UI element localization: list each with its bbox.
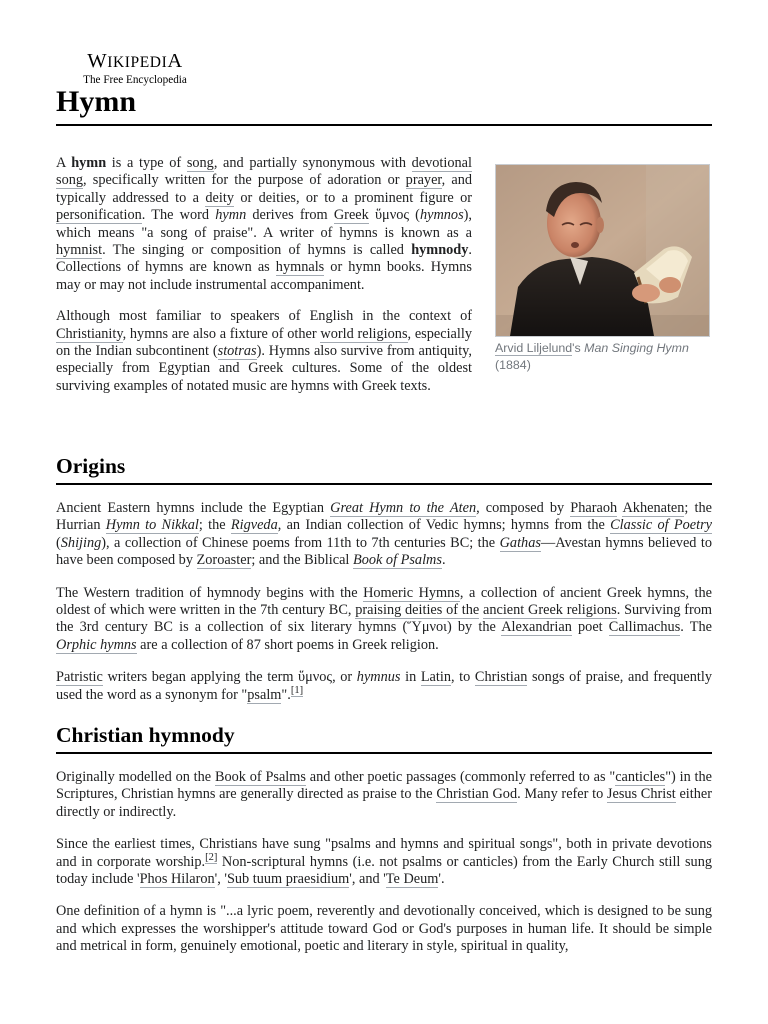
link-greek[interactable]: Greek — [333, 207, 369, 224]
link-hymnist[interactable]: hymnist — [56, 242, 103, 259]
link-hymn-to-nikkal[interactable]: Hymn to Nikkal — [105, 517, 199, 534]
link-christian[interactable]: Christian — [474, 669, 528, 686]
lead-paragraph-2: Although most familiar to speakers of English in the context of Christianity, hymns are also a fixture of other world religions, especially on the Indian subcontinent (stotras). Hymns also survive from antiquity, especially from Egyptian and Greek cultures. Some of the oldest surviving examples of notated music are hymns with Greek texts. — [56, 308, 472, 394]
footnote-ref-2[interactable]: [2] — [205, 851, 218, 863]
infobox-figure — [495, 164, 710, 374]
link-alexandrian[interactable]: Alexandrian — [501, 619, 572, 636]
link-classic-of-poetry[interactable]: Classic of Poetry — [610, 517, 713, 534]
christian-paragraph-1: Originally modelled on the Book of Psalms and other poetic passages (commonly referred to as "canticles") in the Scriptures, Christian hymns are generally directed as praise to the Christian God. Many refer to Jesus Christ either directly or indirectly. — [56, 769, 713, 820]
lead-paragraph-1: A hymn is a type of song, and partially synonymous with devotional song, specifically written for the purpose of adoration or prayer, and typically addressed to a deity or deities, or to a prominent figure or personification. The word hymn derives from Greek ὕμνος (hymnos), which means "a song of praise". A writer of hymns is known as a hymnist. The singing or composition of hymns is called hymnody. Collections of hymns are known as hymnals or hymn books. Hymns may or may not include instrumental accompaniment. — [56, 155, 473, 293]
section-origins — [56, 453, 712, 719]
link-great-hymn-to-the-aten[interactable]: Great Hymn to the Aten — [330, 500, 477, 516]
link-devotional-song[interactable]: devotional song — [56, 155, 472, 189]
link-te-deum[interactable]: Te Deum — [385, 871, 439, 888]
link-rigveda[interactable]: Rigveda — [230, 517, 278, 534]
christian-paragraph-2: Since the earliest times, Christians have sung "psalms and hymns and spiritual songs", both in private devotions and in corporate worship.[2] Non-scriptural hymns (i.e. not psalms or canticles) from the Early Church still sung today include 'Phos Hilaron', 'Sub tuum praesidium', and 'Te Deum'. — [56, 836, 712, 888]
link-hymnals[interactable]: hymnals — [275, 259, 325, 276]
title-divider — [56, 124, 712, 126]
lead-section — [56, 155, 472, 409]
page-title: Hymn — [56, 85, 137, 118]
footnote-ref-1[interactable]: [1] — [290, 684, 304, 696]
link-pharaoh[interactable]: Pharaoh — [570, 500, 618, 516]
link-stotras[interactable]: stotras — [217, 343, 257, 360]
link-jesus-christ[interactable]: Jesus Christ — [606, 786, 676, 803]
link-deity[interactable]: deity — [205, 189, 234, 206]
heading-origins: Origins — [56, 453, 712, 485]
link-arvid-liljelund[interactable]: Arvid Liljelund — [495, 341, 573, 355]
link-phos-hilaron[interactable]: Phos Hilaron — [139, 871, 215, 888]
link-akhenaten[interactable]: Akhenaten — [622, 500, 685, 516]
link-world-religions[interactable]: world religions — [320, 325, 408, 342]
figure-caption: Arvid Liljelund's Man Singing Hymn (1884) — [495, 341, 689, 372]
link-orphic-hymns[interactable]: Orphic hymns — [56, 636, 137, 653]
link-prayer[interactable]: prayer — [405, 172, 442, 189]
link-gathas[interactable]: Gathas — [499, 534, 541, 551]
wikipedia-tagline: The Free Encyclopedia — [83, 74, 187, 86]
link-callimachus[interactable]: Callimachus — [608, 619, 681, 636]
wikipedia-logo[interactable] — [76, 50, 194, 87]
origins-paragraph-3: Patristic writers began applying the term ὕμνος, or hymnus in Latin, to Christian songs of praise, and frequently used the word as a synonym for "psalm".[1] — [56, 669, 712, 703]
link-homeric-hymns[interactable]: Homeric Hymns — [363, 584, 460, 601]
link-sub-tuum-praesidium[interactable]: Sub tuum praesidium — [226, 871, 350, 888]
link-book-of-psalms-2[interactable]: Book of Psalms — [214, 769, 306, 785]
link-christian-god[interactable]: Christian God — [436, 786, 518, 803]
link-canticles[interactable]: canticles — [615, 769, 666, 785]
link-christianity[interactable]: Christianity — [56, 325, 123, 342]
wikipedia-wordmark: WIKIPEDIA — [87, 50, 183, 72]
link-patristic[interactable]: Patristic — [56, 669, 103, 686]
link-psalm[interactable]: psalm — [247, 686, 282, 703]
link-ancient-greek-religions[interactable]: ancient Greek religions — [482, 602, 617, 619]
link-personification[interactable]: personification — [56, 207, 142, 224]
link-praising-deities[interactable]: praising deities of the — [355, 602, 480, 619]
origins-paragraph-1: Ancient Eastern hymns include the Egyptian Great Hymn to the Aten, composed by Pharaoh Akhenaten; the Hurrian Hymn to Nikkal; the Rigveda, an Indian collection of Vedic hymns; hymns from the Classic of Poetry (Shijing), a collection of Chinese poems from 11th to 7th centuries BC; the Gathas—Avestan hymns believed to have been composed by Zoroaster; and the Biblical Book of Psalms. — [56, 500, 713, 569]
man-singing-hymn-painting[interactable] — [495, 164, 710, 337]
heading-christian-hymnody: Christian hymnody — [56, 722, 712, 754]
link-zoroaster[interactable]: Zoroaster — [196, 552, 252, 569]
origins-paragraph-2: The Western tradition of hymnody begins with the Homeric Hymns, a collection of ancient Greek hymns, the oldest of which were written in the 7th century BC, praising deities of the ancient Greek religions. Surviving from the 3rd century BC is a collection of six literary hymns (Ὕμνοι) by the Alexandrian poet Callimachus. The Orphic hymns are a collection of 87 short poems in Greek religion. — [56, 584, 713, 653]
christian-paragraph-3: One definition of a hymn is "...a lyric poem, reverently and devotionally conceived, which is designed to be sung and which expresses the worshipper's attitude toward God or God's purposes in human life. It should be simple and metrical in form, genuinely emotional, poetic and literary in style, spiritual in quality, — [56, 903, 712, 955]
link-book-of-psalms[interactable]: Book of Psalms — [352, 552, 442, 569]
section-christian-hymnody — [56, 722, 712, 971]
link-song[interactable]: song — [186, 155, 214, 171]
link-latin[interactable]: Latin — [420, 669, 451, 686]
